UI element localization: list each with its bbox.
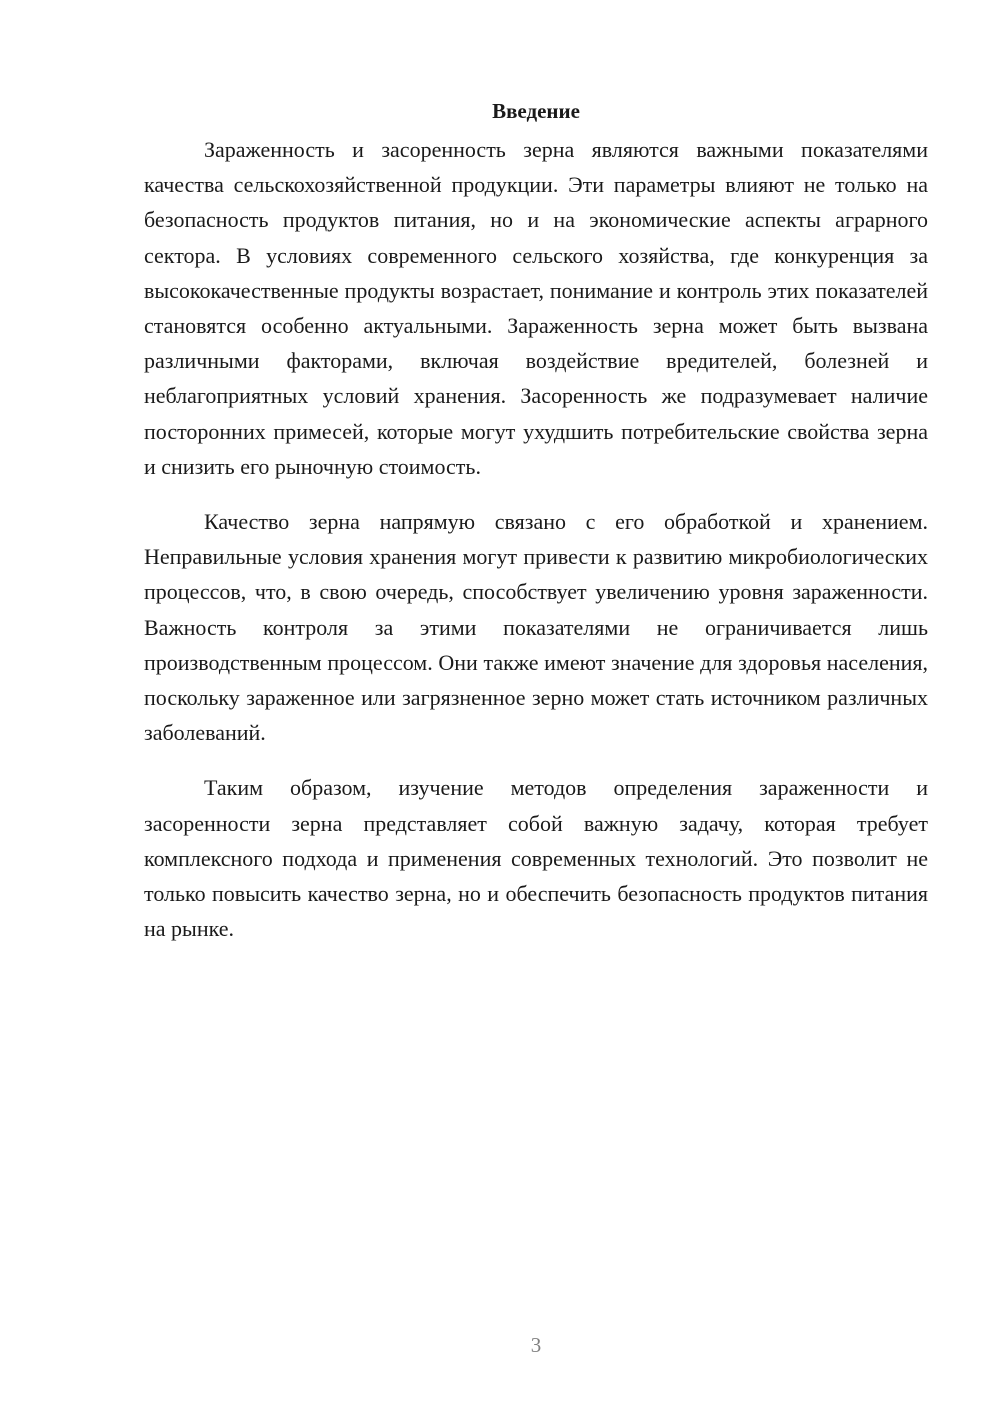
page-number: 3	[530, 1333, 542, 1357]
page-content	[144, 96, 928, 966]
paragraph-1: Зараженность и засоренность зерна являются важными показателями качества сельскохозяйственной продукции. Эти параметры влияют не только на безопасность продуктов питания, но и на экономические аспекты аграрного сектора. В условиях современного сельского хозяйства, где конкуренция за высококачественные продукты возрастает, понимание и контроль этих показателей становятся особенно актуальными. Зараженность зерна может быть вызвана различными факторами, включая воздействие вредителей, болезней и неблагоприятных условий хранения. Засоренность же подразумевает наличие посторонних примесей, которые могут ухудшить потребительские свойства зерна и снизить его рыночную стоимость.	[144, 137, 928, 479]
paragraph-2: Качество зерна напрямую связано с его обработкой и хранением. Неправильные условия хранения могут привести к развитию микробиологических процессов, что, в свою очередь, способствует увеличению уровня зараженности. Важность контроля за этими показателями не ограничивается лишь производственным процессом. Они также имеют значение для здоровья населения, поскольку зараженное или загрязненное зерно может стать источником различных заболеваний.	[144, 509, 928, 746]
section-title: Введение	[492, 99, 580, 123]
paragraph-3: Таким образом, изучение методов определения зараженности и засоренности зерна представляет собой важную задачу, которая требует комплексного подхода и применения современных технологий. Это позволит не только повысить качество зерна, но и обеспечить безопасность продуктов питания на рынке.	[144, 775, 928, 942]
